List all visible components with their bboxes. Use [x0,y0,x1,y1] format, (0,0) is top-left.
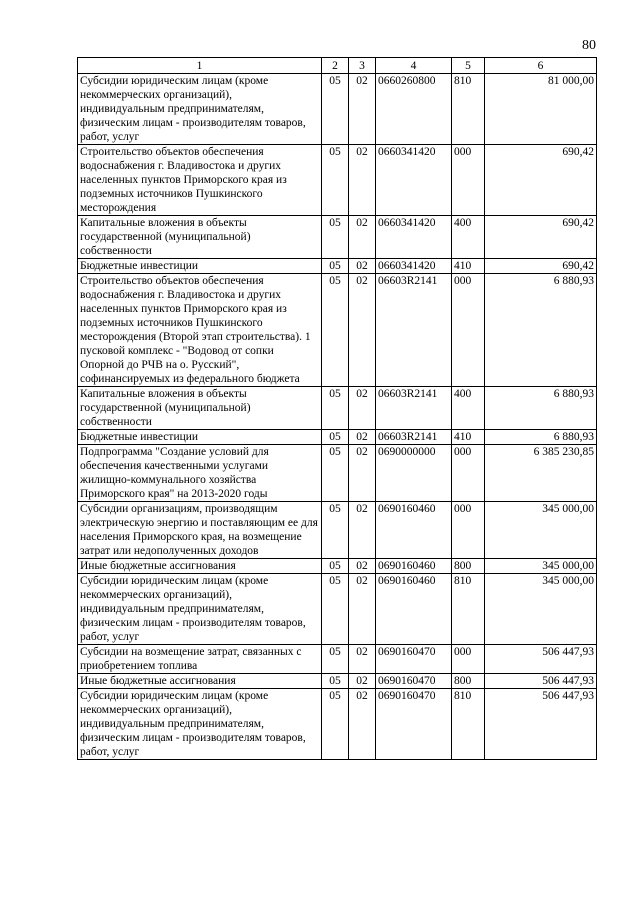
row-target-article: 0690160460 [376,559,452,574]
table-row [78,674,597,689]
table-row [78,259,597,274]
table-row [78,145,597,216]
row-subsection: 02 [349,445,376,502]
row-amount: 506 447,93 [485,674,597,689]
row-name: Субсидии юридическим лицам (кроме некоммерческих организаций), индивидуальным предпринимателям, физическим лицам - производителям товаров, работ, услуг [78,689,322,760]
row-subsection: 02 [349,645,376,674]
row-name: Субсидии юридическим лицам (кроме некоммерческих организаций), индивидуальным предпринимателям, физическим лицам - производителям товаров, работ, услуг [78,74,322,145]
row-amount: 345 000,00 [485,559,597,574]
table-row [78,274,597,387]
row-expense-type: 810 [452,74,485,145]
header-cell: 2 [322,58,349,74]
header-cell: 4 [376,58,452,74]
row-section: 05 [322,387,349,430]
row-section: 05 [322,145,349,216]
row-amount: 6 385 230,85 [485,445,597,502]
header-cell: 3 [349,58,376,74]
row-amount: 6 880,93 [485,430,597,445]
row-name: Субсидии на возмещение затрат, связанных с приобретением топлива [78,645,322,674]
row-target-article: 0660341420 [376,216,452,259]
row-subsection: 02 [349,274,376,387]
table-row [78,502,597,559]
row-expense-type: 410 [452,259,485,274]
row-target-article: 0660341420 [376,145,452,216]
table-row [78,216,597,259]
table-row [78,74,597,145]
row-expense-type: 800 [452,559,485,574]
row-expense-type: 410 [452,430,485,445]
table-row [78,645,597,674]
row-name: Строительство объектов обеспечения водоснабжения г. Владивостока и других населенных пунктов Приморского края из подземных источников Пушкинского месторождения (Второй этап строительства). 1 пусковой комплекс - "Водовод от сопки Опорной до РЧВ на о. Русский", софинансируемых из федерального бюджета [78,274,322,387]
row-target-article: 0690160470 [376,689,452,760]
row-expense-type: 000 [452,502,485,559]
row-section: 05 [322,259,349,274]
row-expense-type: 000 [452,274,485,387]
row-name: Субсидии юридическим лицам (кроме некоммерческих организаций), индивидуальным предпринимателям, физическим лицам - производителям товаров, работ, услуг [78,574,322,645]
table-row [78,559,597,574]
row-amount: 690,42 [485,259,597,274]
row-section: 05 [322,274,349,387]
table-row [78,445,597,502]
row-expense-type: 400 [452,216,485,259]
row-expense-type: 400 [452,387,485,430]
row-target-article: 06603R2141 [376,274,452,387]
row-expense-type: 000 [452,145,485,216]
table-row [78,387,597,430]
row-subsection: 02 [349,74,376,145]
header-cell: 6 [485,58,597,74]
table-header-row [78,58,597,74]
row-expense-type: 000 [452,445,485,502]
row-target-article: 0660341420 [376,259,452,274]
row-amount: 6 880,93 [485,274,597,387]
budget-table [77,57,597,760]
row-section: 05 [322,445,349,502]
row-name: Иные бюджетные ассигнования [78,674,322,689]
row-name: Субсидии организациям, производящим электрическую энергию и поставляющим ее для населения Приморского края, на возмещение затрат или недополученных доходов [78,502,322,559]
row-section: 05 [322,674,349,689]
table-row [78,430,597,445]
row-subsection: 02 [349,689,376,760]
row-subsection: 02 [349,502,376,559]
row-expense-type: 800 [452,674,485,689]
row-amount: 690,42 [485,145,597,216]
row-expense-type: 810 [452,574,485,645]
row-name: Иные бюджетные ассигнования [78,559,322,574]
row-section: 05 [322,574,349,645]
row-subsection: 02 [349,559,376,574]
row-subsection: 02 [349,387,376,430]
row-amount: 345 000,00 [485,502,597,559]
row-target-article: 0690000000 [376,445,452,502]
row-name: Строительство объектов обеспечения водоснабжения г. Владивостока и других населенных пунктов Приморского края из подземных источников Пушкинского месторождения [78,145,322,216]
row-target-article: 0690160470 [376,674,452,689]
row-subsection: 02 [349,430,376,445]
row-amount: 81 000,00 [485,74,597,145]
table-row [78,574,597,645]
row-name: Капитальные вложения в объекты государственной (муниципальной) собственности [78,387,322,430]
row-amount: 6 880,93 [485,387,597,430]
row-name: Бюджетные инвестиции [78,430,322,445]
row-subsection: 02 [349,574,376,645]
row-expense-type: 000 [452,645,485,674]
page-number: 80 [582,38,596,53]
row-subsection: 02 [349,216,376,259]
row-expense-type: 810 [452,689,485,760]
row-subsection: 02 [349,259,376,274]
row-target-article: 06603R2141 [376,387,452,430]
row-amount: 690,42 [485,216,597,259]
row-name: Подпрограмма "Создание условий для обеспечения качественными услугами жилищно-коммунального хозяйства Приморского края" на 2013-2020 годы [78,445,322,502]
row-target-article: 0690160460 [376,574,452,645]
row-section: 05 [322,216,349,259]
row-section: 05 [322,559,349,574]
table-row [78,689,597,760]
row-target-article: 0690160470 [376,645,452,674]
row-section: 05 [322,689,349,760]
row-target-article: 06603R2141 [376,430,452,445]
row-section: 05 [322,502,349,559]
row-name: Бюджетные инвестиции [78,259,322,274]
header-cell: 5 [452,58,485,74]
row-amount: 506 447,93 [485,645,597,674]
row-subsection: 02 [349,145,376,216]
row-name: Капитальные вложения в объекты государственной (муниципальной) собственности [78,216,322,259]
row-subsection: 02 [349,674,376,689]
row-target-article: 0690160460 [376,502,452,559]
row-section: 05 [322,430,349,445]
header-cell: 1 [78,58,322,74]
row-target-article: 0660260800 [376,74,452,145]
row-section: 05 [322,645,349,674]
row-amount: 506 447,93 [485,689,597,760]
row-section: 05 [322,74,349,145]
row-amount: 345 000,00 [485,574,597,645]
